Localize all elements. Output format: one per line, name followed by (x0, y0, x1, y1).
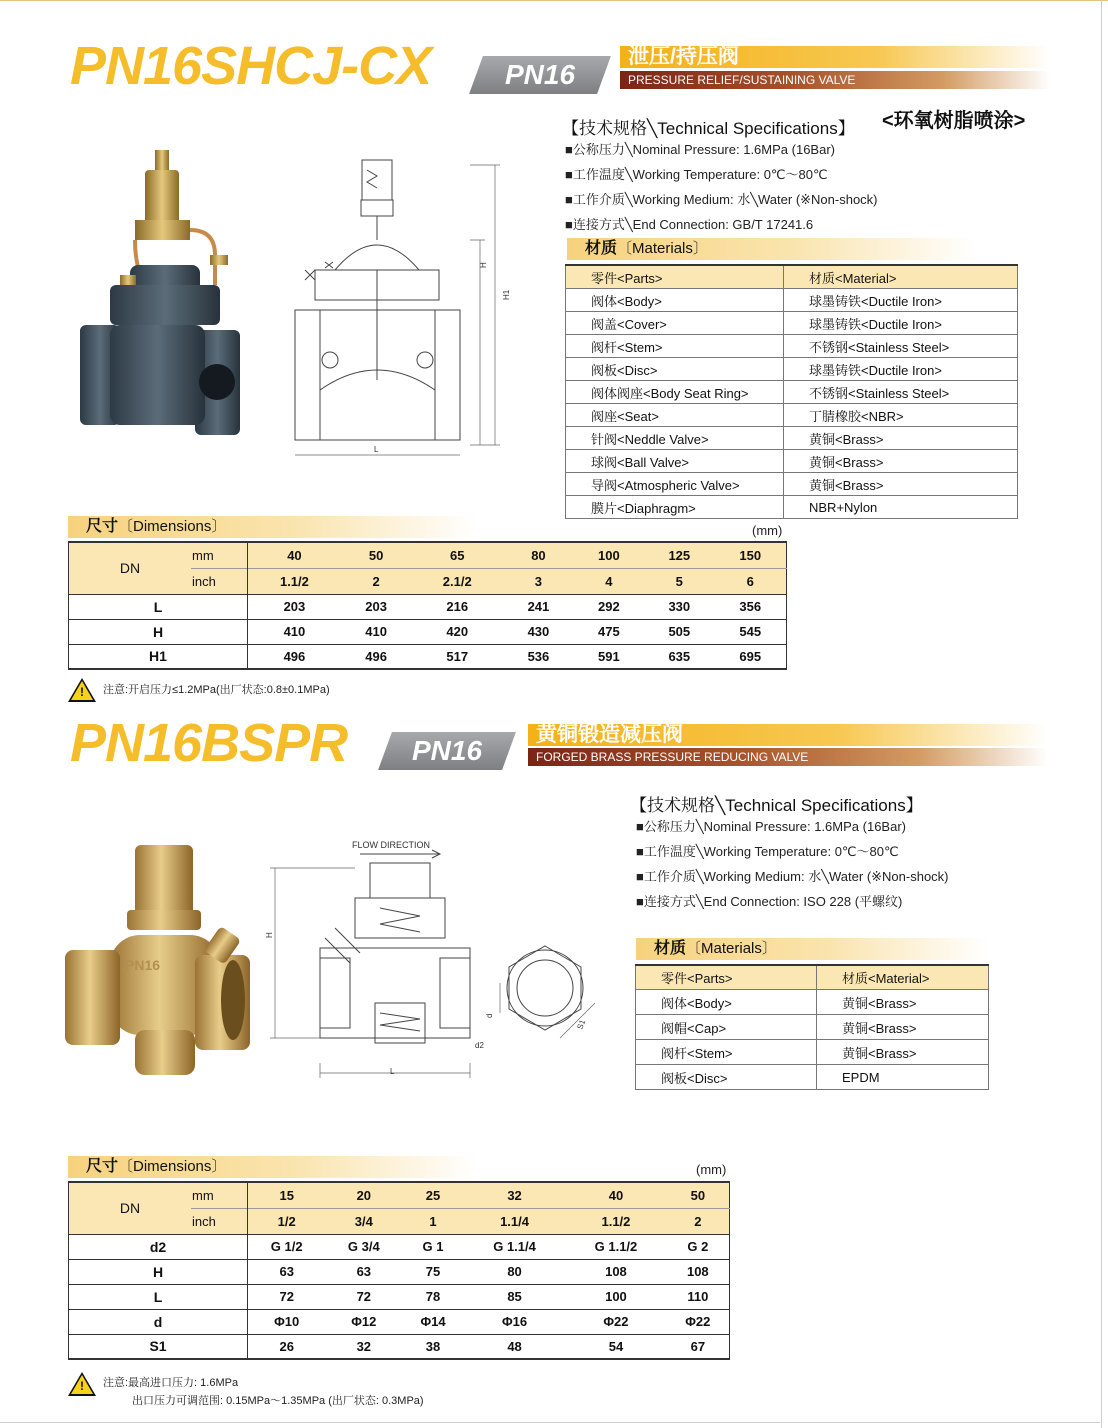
part-name: 阀帽<Cap> (636, 1015, 817, 1040)
part-material: 黄铜<Brass> (784, 427, 1018, 450)
table-row (636, 1040, 989, 1065)
dim-mm-value: 20 (325, 1182, 402, 1208)
part-name: 导阀<Atmospheric Valve> (566, 473, 784, 496)
materials-table (565, 264, 1018, 519)
dim-inch-value: 1 (402, 1208, 464, 1234)
part-name: 阀盖<Cover> (566, 312, 784, 335)
part-material: NBR+Nylon (784, 496, 1018, 519)
product-title-en-bar (528, 748, 1048, 766)
table-row (636, 1015, 989, 1040)
dim-value: Φ10 (248, 1309, 326, 1334)
part-material: 黄铜<Brass> (817, 1040, 989, 1065)
dim-row-label: S1 (69, 1334, 248, 1359)
table-row (636, 1065, 989, 1090)
part-name: 阀体阀座<Body Seat Ring> (566, 381, 784, 404)
dim-value: 356 (715, 594, 787, 619)
dim-mm-value: 40 (248, 542, 341, 568)
table-row (566, 404, 1018, 427)
table-row (566, 358, 1018, 381)
part-name: 阀杆<Stem> (636, 1040, 817, 1065)
materials-heading-cn: 材质 (585, 240, 618, 257)
product-title-cn-bar (620, 46, 1050, 68)
product-title-en-bar (620, 71, 1050, 89)
pn-badge-label: PN16 (411, 735, 483, 766)
drawing-label-d2: d2 (475, 1041, 484, 1050)
top-border (0, 0, 1108, 6)
flow-direction-label: FLOW DIRECTION (352, 840, 430, 850)
table-row (566, 450, 1018, 473)
materials-heading-en: 〔Materials〕 (617, 240, 708, 257)
dim-value: 410 (248, 619, 341, 644)
dim-value: 292 (574, 594, 644, 619)
dim-value: Φ22 (565, 1309, 666, 1334)
dim-row-label: H (69, 619, 248, 644)
dim-value: 72 (325, 1284, 402, 1309)
part-name: 阀板<Disc> (566, 358, 784, 381)
dim-value: 591 (574, 644, 644, 669)
part-name: 阀板<Disc> (636, 1065, 817, 1090)
dim-value: 475 (574, 619, 644, 644)
dim-value: Φ14 (402, 1309, 464, 1334)
spec-list (636, 814, 949, 914)
dim-inch-value: 4 (574, 568, 644, 594)
table-row (566, 312, 1018, 335)
dim-inch-value: 1/2 (248, 1208, 326, 1234)
unit-label: (mm) (696, 1162, 727, 1177)
spec-temperature: ■工作温度╲Working Temperature: 0℃～80℃ (636, 844, 899, 859)
spec-medium: ■工作介质╲Working Medium: 水╲Water (※Non-shock) (565, 192, 878, 207)
table-row (69, 1334, 730, 1359)
dim-inch-value: 3 (503, 568, 573, 594)
spec-connection: ■连接方式╲End Connection: ISO 228 (平螺纹) (636, 894, 903, 909)
dim-value: G 2 (667, 1234, 730, 1259)
dim-row-label: d2 (69, 1234, 248, 1259)
drawing-label-s1: S1 (575, 1018, 588, 1031)
materials-header-parts: 零件<Parts> (636, 965, 817, 990)
part-material: 球墨铸铁<Ductile Iron> (784, 358, 1018, 381)
dim-value: Φ12 (325, 1309, 402, 1334)
dim-value: 26 (248, 1334, 326, 1359)
dim-mm-value: 40 (565, 1182, 666, 1208)
part-name: 球阀<Ball Valve> (566, 450, 784, 473)
dim-value: 63 (248, 1259, 326, 1284)
dimensions-heading-cn: 尺寸 (86, 1158, 119, 1175)
spec-connection: ■连接方式╲End Connection: GB/T 17241.6 (565, 217, 814, 232)
spec-temperature: ■工作温度╲Working Temperature: 0℃～80℃ (565, 167, 828, 182)
body-cast-text: PN16 (125, 957, 161, 973)
dim-mm-value: 50 (341, 542, 411, 568)
brass-valve-photo (65, 840, 255, 1080)
part-material: 不锈钢<Stainless Steel> (784, 335, 1018, 358)
table-row (566, 289, 1018, 312)
spec-pressure: ■公称压力╲Nominal Pressure: 1.6MPa (16Bar) (565, 142, 835, 157)
dim-value: 410 (341, 619, 411, 644)
part-name: 针阀<Neddle Valve> (566, 427, 784, 450)
dim-value: 48 (464, 1334, 565, 1359)
coating-label: <环氧树脂喷涂> (882, 110, 1026, 132)
dim-value: 85 (464, 1284, 565, 1309)
dim-value: G 1 (402, 1234, 464, 1259)
part-material: 黄铜<Brass> (784, 473, 1018, 496)
reducing-valve-technical-drawing (260, 838, 610, 1083)
inch-label: inch (191, 568, 248, 594)
dim-inch-value: 3/4 (325, 1208, 402, 1234)
pn-badge-label: PN16 (504, 59, 576, 90)
dim-value: 67 (667, 1334, 730, 1359)
dim-value: 203 (341, 594, 411, 619)
dim-mm-value: 25 (402, 1182, 464, 1208)
materials-header-row (636, 965, 989, 990)
unit-label: (mm) (752, 523, 783, 538)
part-name: 阀体<Body> (636, 990, 817, 1015)
bottom-border (0, 1422, 1100, 1423)
pn-badge (378, 732, 516, 770)
product-title-en: PRESSURE RELIEF/SUSTAINING VALVE (628, 73, 856, 87)
part-name: 膜片<Diaphragm> (566, 496, 784, 519)
dimensions-heading-en: 〔Dimensions〕 (118, 1158, 227, 1175)
right-border (1101, 0, 1102, 1428)
dim-value: 72 (248, 1284, 326, 1309)
dim-inch-value: 2 (667, 1208, 730, 1234)
part-material: 丁腈橡胶<NBR> (784, 404, 1018, 427)
dim-value: 54 (565, 1334, 666, 1359)
drawing-label-d: d (485, 1013, 494, 1018)
dimensions-heading-en: 〔Dimensions〕 (118, 518, 227, 535)
part-name: 阀杆<Stem> (566, 335, 784, 358)
dim-mm-value: 100 (574, 542, 644, 568)
materials-heading-cn: 材质 (654, 940, 687, 957)
part-material: 球墨铸铁<Ductile Iron> (784, 312, 1018, 335)
materials-heading (636, 938, 988, 960)
table-row (636, 990, 989, 1015)
spec-heading: 【技术规格╲Technical Specifications】 (562, 119, 855, 138)
part-name: 阀体<Body> (566, 289, 784, 312)
table-row (69, 1259, 730, 1284)
dim-inch-value: 2.1/2 (411, 568, 503, 594)
part-material: 黄铜<Brass> (817, 990, 989, 1015)
table-row (69, 644, 787, 669)
table-row (566, 427, 1018, 450)
drawing-label-h: H (265, 932, 274, 938)
dim-mm-value: 80 (503, 542, 573, 568)
dim-value: 203 (248, 594, 341, 619)
materials-heading-en: 〔Materials〕 (686, 940, 777, 957)
dim-mm-value: 50 (667, 1182, 730, 1208)
dim-inch-value: 1.1/2 (565, 1208, 666, 1234)
materials-header-material: 材质<Material> (784, 265, 1018, 289)
dim-inch-value: 6 (715, 568, 787, 594)
dim-value: 75 (402, 1259, 464, 1284)
product-model-title: PN16SHCJ-CX (70, 36, 432, 96)
drawing-label-l: L (374, 445, 379, 454)
dim-mm-value: 65 (411, 542, 503, 568)
dim-inch-value: 5 (644, 568, 714, 594)
dim-value: G 1.1/4 (464, 1234, 565, 1259)
dim-value: 80 (464, 1259, 565, 1284)
dim-value: 108 (667, 1259, 730, 1284)
dimensions-heading (68, 516, 478, 538)
dim-row-label: H1 (69, 644, 248, 669)
dim-value: 635 (644, 644, 714, 669)
dim-value: 545 (715, 619, 787, 644)
dim-value: 100 (565, 1284, 666, 1309)
dn-label: DN (69, 542, 192, 594)
spec-heading: 【技术规格╲Technical Specifications】 (630, 796, 923, 815)
dim-value: 536 (503, 644, 573, 669)
valve-photo (75, 145, 250, 445)
drawing-label-h: H (479, 262, 488, 268)
dim-value: 420 (411, 619, 503, 644)
dim-value: 78 (402, 1284, 464, 1309)
dim-mm-value: 32 (464, 1182, 565, 1208)
dim-value: G 1/2 (248, 1234, 326, 1259)
table-row (69, 1284, 730, 1309)
dimensions-table (68, 1181, 730, 1360)
product-title-cn-bar (528, 724, 1048, 746)
dimensions-heading (68, 1156, 478, 1178)
dim-row-label: d (69, 1309, 248, 1334)
table-row (69, 594, 787, 619)
dim-value: 241 (503, 594, 573, 619)
dim-value: 330 (644, 594, 714, 619)
dim-value: G 3/4 (325, 1234, 402, 1259)
part-material: 不锈钢<Stainless Steel> (784, 381, 1018, 404)
mm-label: mm (191, 542, 248, 568)
dim-value: 216 (411, 594, 503, 619)
product-title-cn: 黄铜锻造减压阀 (536, 723, 683, 746)
materials-heading (567, 238, 977, 260)
dim-value: 63 (325, 1259, 402, 1284)
dim-mm-row (69, 1182, 730, 1208)
valve-technical-drawing (285, 150, 525, 460)
inch-label: inch (191, 1208, 248, 1234)
dim-value: 505 (644, 619, 714, 644)
product-title-cn: 泄压/持压阀 (628, 45, 739, 68)
table-row (566, 381, 1018, 404)
dn-label: DN (69, 1182, 192, 1234)
materials-header-row (566, 265, 1018, 289)
spec-pressure: ■公称压力╲Nominal Pressure: 1.6MPa (16Bar) (636, 819, 906, 834)
dim-value: Φ22 (667, 1309, 730, 1334)
dim-row-label: L (69, 1284, 248, 1309)
table-row (69, 1309, 730, 1334)
part-material: 球墨铸铁<Ductile Iron> (784, 289, 1018, 312)
part-name: 阀座<Seat> (566, 404, 784, 427)
dim-value: 496 (248, 644, 341, 669)
dimensions-heading-cn: 尺寸 (86, 518, 119, 535)
dimensions-table (68, 541, 787, 670)
mm-label: mm (191, 1182, 248, 1208)
note-text-2: 出口压力可调范围: 0.15MPa～1.35MPa (出厂状态: 0.3MPa) (132, 1395, 424, 1407)
product-model-title: PN16BSPR (70, 713, 348, 773)
dim-mm-row (69, 542, 787, 568)
dim-value: 38 (402, 1334, 464, 1359)
dim-value: 108 (565, 1259, 666, 1284)
table-row (69, 619, 787, 644)
materials-header-parts: 零件<Parts> (566, 265, 784, 289)
table-row (566, 335, 1018, 358)
dim-row-label: H (69, 1259, 248, 1284)
dim-inch-value: 1.1/2 (248, 568, 341, 594)
dim-inch-value: 2 (341, 568, 411, 594)
note-text: 注意:开启压力≤1.2MPa(出厂状态:0.8±0.1MPa) (103, 684, 330, 696)
dim-mm-value: 125 (644, 542, 714, 568)
dim-value: G 1.1/2 (565, 1234, 666, 1259)
dim-inch-value: 1.1/4 (464, 1208, 565, 1234)
materials-header-material: 材质<Material> (817, 965, 989, 990)
table-row (69, 1234, 730, 1259)
part-material: EPDM (817, 1065, 989, 1090)
product-title-en: FORGED BRASS PRESSURE REDUCING VALVE (536, 750, 809, 764)
note-text: 注意:最高进口压力: 1.6MPa (103, 1377, 239, 1389)
pn-badge (469, 56, 611, 94)
dim-row-label: L (69, 594, 248, 619)
dim-value: Φ16 (464, 1309, 565, 1334)
dim-value: 430 (503, 619, 573, 644)
spec-list (565, 137, 878, 237)
table-row (566, 473, 1018, 496)
table-row (566, 496, 1018, 519)
dim-value: 695 (715, 644, 787, 669)
drawing-label-l: L (390, 1067, 395, 1076)
dim-value: 32 (325, 1334, 402, 1359)
dim-mm-value: 15 (248, 1182, 326, 1208)
dim-value: 517 (411, 644, 503, 669)
materials-table (635, 964, 989, 1090)
drawing-label-h1: H1 (502, 289, 511, 300)
part-material: 黄铜<Brass> (784, 450, 1018, 473)
dim-mm-value: 150 (715, 542, 787, 568)
part-material: 黄铜<Brass> (817, 1015, 989, 1040)
dim-value: 110 (667, 1284, 730, 1309)
dim-value: 496 (341, 644, 411, 669)
spec-medium: ■工作介质╲Working Medium: 水╲Water (※Non-shock) (636, 869, 949, 884)
